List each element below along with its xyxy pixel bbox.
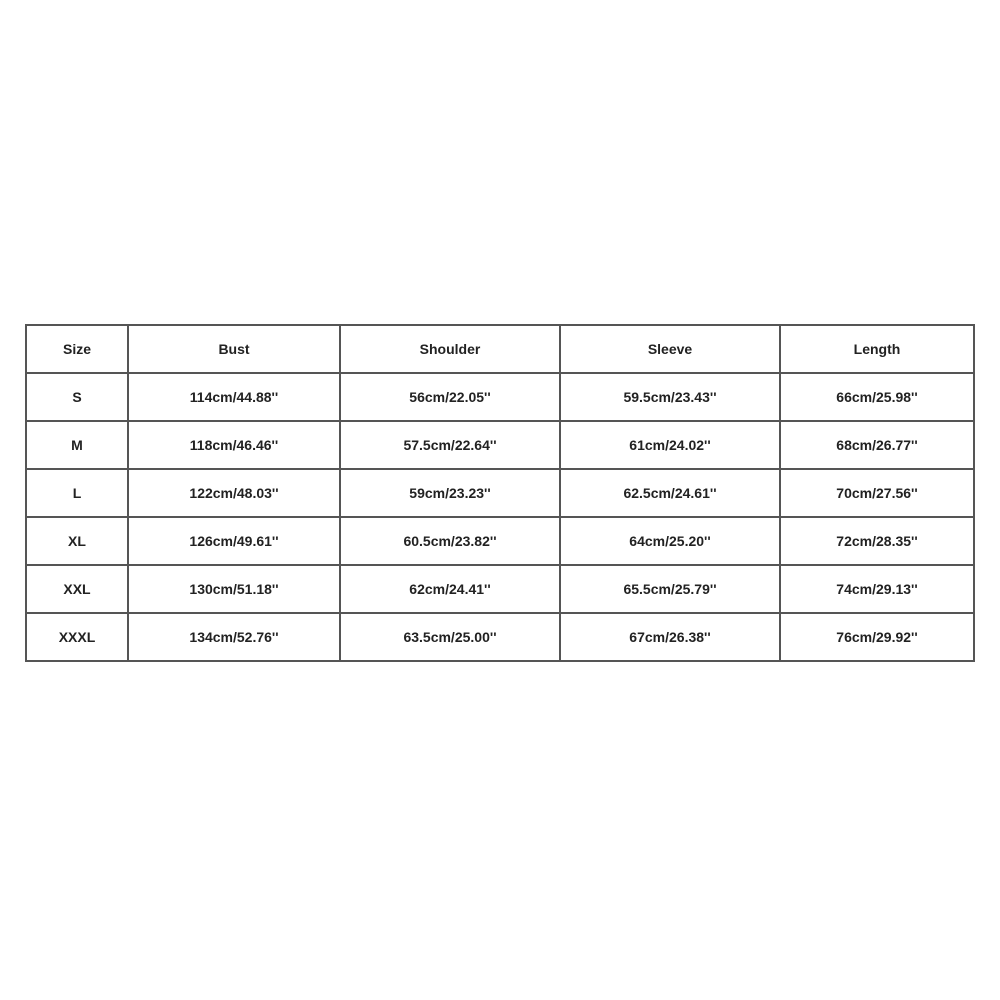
table-header-row bbox=[26, 325, 974, 373]
cell-length: 70cm/27.56'' bbox=[780, 469, 974, 517]
cell-bust: 130cm/51.18'' bbox=[128, 565, 340, 613]
table-row bbox=[26, 421, 974, 469]
table-row bbox=[26, 373, 974, 421]
table-row bbox=[26, 517, 974, 565]
cell-sleeve: 67cm/26.38'' bbox=[560, 613, 780, 661]
cell-size: XXL bbox=[26, 565, 128, 613]
cell-shoulder: 59cm/23.23'' bbox=[340, 469, 560, 517]
cell-bust: 134cm/52.76'' bbox=[128, 613, 340, 661]
cell-size: XL bbox=[26, 517, 128, 565]
cell-shoulder: 60.5cm/23.82'' bbox=[340, 517, 560, 565]
cell-length: 68cm/26.77'' bbox=[780, 421, 974, 469]
cell-length: 66cm/25.98'' bbox=[780, 373, 974, 421]
cell-size: L bbox=[26, 469, 128, 517]
cell-shoulder: 63.5cm/25.00'' bbox=[340, 613, 560, 661]
header-length: Length bbox=[780, 325, 974, 373]
table-row bbox=[26, 565, 974, 613]
cell-sleeve: 61cm/24.02'' bbox=[560, 421, 780, 469]
header-shoulder: Shoulder bbox=[340, 325, 560, 373]
header-bust: Bust bbox=[128, 325, 340, 373]
cell-shoulder: 62cm/24.41'' bbox=[340, 565, 560, 613]
cell-sleeve: 62.5cm/24.61'' bbox=[560, 469, 780, 517]
cell-sleeve: 59.5cm/23.43'' bbox=[560, 373, 780, 421]
size-chart-table bbox=[25, 324, 975, 662]
cell-bust: 126cm/49.61'' bbox=[128, 517, 340, 565]
cell-size: XXXL bbox=[26, 613, 128, 661]
table-row bbox=[26, 613, 974, 661]
table-row bbox=[26, 469, 974, 517]
cell-bust: 122cm/48.03'' bbox=[128, 469, 340, 517]
cell-shoulder: 56cm/22.05'' bbox=[340, 373, 560, 421]
cell-length: 72cm/28.35'' bbox=[780, 517, 974, 565]
header-sleeve: Sleeve bbox=[560, 325, 780, 373]
cell-shoulder: 57.5cm/22.64'' bbox=[340, 421, 560, 469]
cell-size: S bbox=[26, 373, 128, 421]
cell-sleeve: 65.5cm/25.79'' bbox=[560, 565, 780, 613]
cell-length: 74cm/29.13'' bbox=[780, 565, 974, 613]
cell-size: M bbox=[26, 421, 128, 469]
cell-bust: 114cm/44.88'' bbox=[128, 373, 340, 421]
header-size: Size bbox=[26, 325, 128, 373]
cell-length: 76cm/29.92'' bbox=[780, 613, 974, 661]
cell-bust: 118cm/46.46'' bbox=[128, 421, 340, 469]
cell-sleeve: 64cm/25.20'' bbox=[560, 517, 780, 565]
